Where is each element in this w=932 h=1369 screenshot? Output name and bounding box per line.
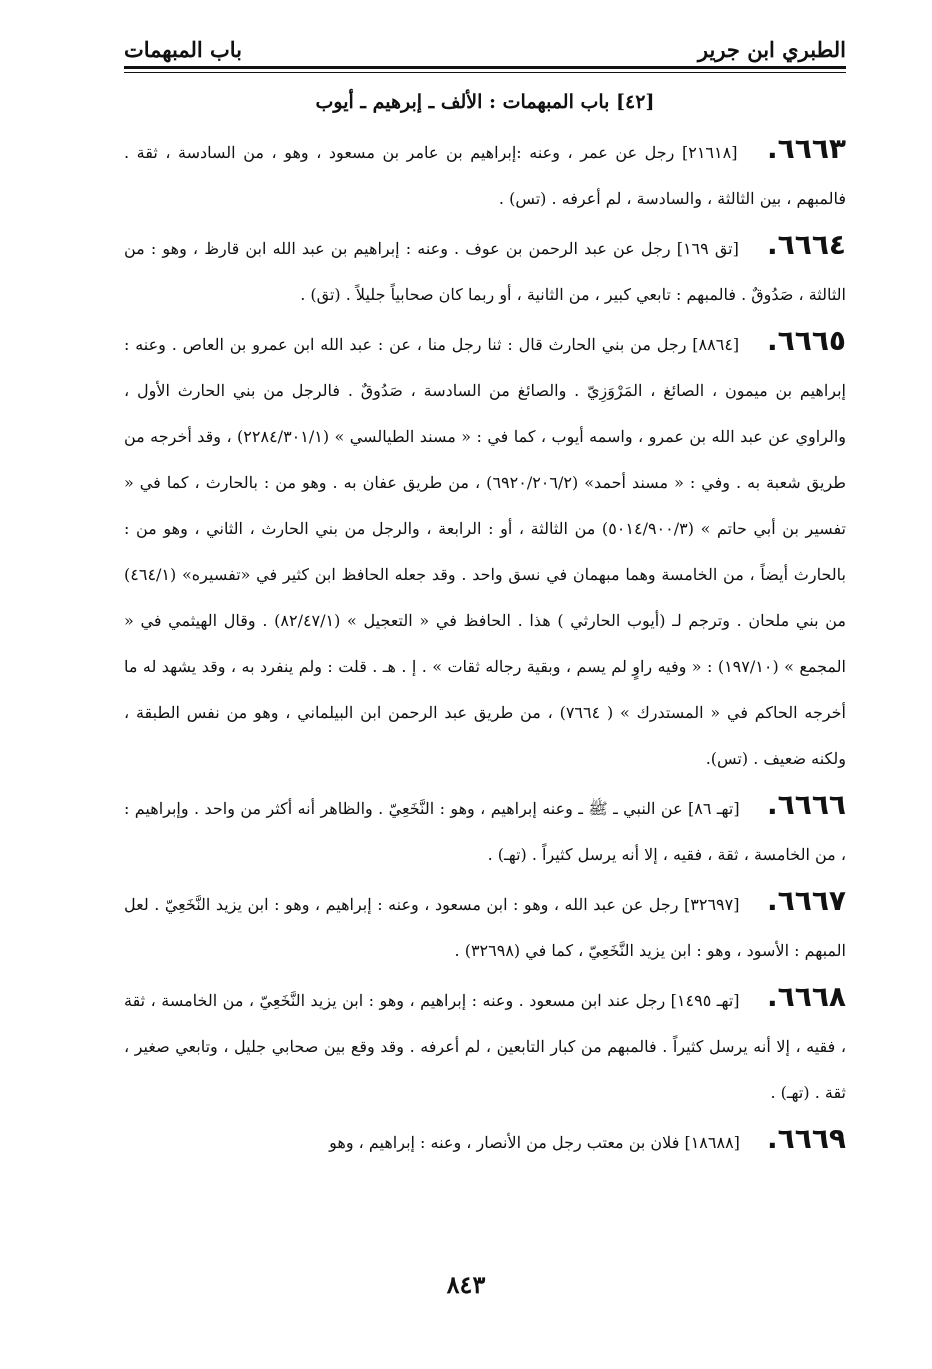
entry-number: ٦٦٦٦. bbox=[767, 788, 847, 821]
entry-text: [١٨٦٨٨] فلان بن معتب رجل من الأنصار ، وعنه : إبراهيم ، وهو bbox=[329, 1133, 740, 1152]
entry-text: [تهـ ١٤٩٥] رجل عند ابن مسعود . وعنه : إبراهيم ، وهو : ابن يزيد النَّخَعِيّ ، من الخامسة ، ثقة ، فقيه ، إلا أنه يرسل كثيراً . فالمبهم من كبار التابعين ، لم أعرفه . وقد وقع بين صحابي جليل ، وتابعي صغير ، ثقة . (تهـ) . bbox=[124, 991, 846, 1102]
entry-6668 bbox=[124, 974, 846, 1116]
entry-number: ٦٦٦٤. bbox=[767, 228, 847, 261]
header-book-title: الطبري ابن جرير bbox=[697, 37, 846, 62]
entry-number: ٦٦٦٥. bbox=[767, 324, 847, 357]
entry-number: ٦٦٦٧. bbox=[767, 884, 846, 917]
entry-text: [٢١٦١٨] رجل عن عمر ، وعنه :إبراهيم بن عامر بن مسعود ، وهو ، من السادسة ، ثقة . فالمبهم ، بين الثالثة ، والسادسة ، لم أعرفه . (تس) . bbox=[124, 143, 846, 208]
entry-number: ٦٦٦٨. bbox=[767, 980, 847, 1013]
entry-text: [تق ١٦٩] رجل عن عبد الرحمن بن عوف . وعنه : إبراهيم بن عبد الله ابن قارظ ، وهو : من الثالثة ، صَدُوقٌ . فالمبهم : تابعي كبير ، من الثانية ، أو ربما كان صحابياً جليلاً . (تق) . bbox=[124, 239, 846, 304]
entry-number: ٦٦٦٩. bbox=[767, 1122, 846, 1155]
page-number: ٨٤٣ bbox=[446, 1270, 486, 1299]
entry-6664 bbox=[124, 222, 846, 318]
entry-6667 bbox=[124, 878, 846, 974]
entry-6665 bbox=[124, 318, 846, 782]
section-title: [٤٢] باب المبهمات : الألف ـ إبرهيم ـ أيوب bbox=[315, 91, 655, 113]
header-chapter-title: باب المبهمات bbox=[124, 37, 243, 62]
entry-6669 bbox=[124, 1116, 846, 1166]
entry-number: ٦٦٦٣. bbox=[767, 132, 846, 165]
entry-text: [٨٨٦٤] رجل من بني الحارث قال : ثنا رجل منا ، عن : عبد الله ابن عمرو بن العاص . وعنه : إبراهيم بن ميمون ، الصائغ ، المَرْوَزِيّ . والصائغ من السادسة ، صَدُوقٌ . فالرجل من بني الحارث الأول ، والراوي عن عبد الله بن عمرو ، واسمه أيوب ، كما في : « مسند الطيالسي » (٢٢٨٤/٣٠١/١) ، وقد أخرجه من طريق شعبة به . وفي : « مسند أحمد» (٦٩٢٠/٢٠٦/٢) ، من طريق عفان به . وهو من : بالحارث ، كما في « تفسير بن أبي حاتم » (٥٠١٤/٩٠٠/٣) من الثالثة ، أو : الرابعة ، والرجل من بني الحارث ، الثاني ، وهو من : بالحارث أيضاً ، من الخامسة وهما مبهمان في نسق واحد . وقد جعله الحافظ ابن كثير في «تفسيره» (٤٦٤/١) من بني ملحان . وترجم لـ (أيوب الحارثي ) هذا . الحافظ في « التعجيل » (٨٢/٤٧/١) . وقال الهيثمي في « المجمع » (١٩٧/١٠) : « وفيه راوٍ لم يسم ، وبقية رجاله ثقات » . إ . هـ . قلت : ولم ينفرد به ، وقد يشهد له ما أخرجه الحاكم في « المستدرك » ( ٧٦٦٤) ، من طريق عبد الرحمن ابن البيلماني ، وهو من نفس الطبقة ، ولكنه ضعيف . (تس). bbox=[124, 335, 847, 768]
entry-text: [٣٢٦٩٧] رجل عن عبد الله ، وهو : ابن مسعود ، وعنه : إبراهيم ، وهو : ابن يزيد النَّخَعِيّ . لعل المبهم : الأسود ، وهو : ابن يزيد النَّخَعِيّ ، كما في (٣٢٦٩٨) . bbox=[124, 895, 846, 960]
entries-body bbox=[124, 126, 846, 1166]
running-header bbox=[124, 24, 846, 62]
entry-text: [تهـ ٨٦] عن النبي ـ ﷺ ـ وعنه إبراهيم ، وهو : النَّخَعِيّ . والظاهر أنه أكثر من واحد . وإبراهيم : ، من الخامسة ، ثقة ، فقيه ، إلا أنه يرسل كثيراً . (تهـ) . bbox=[124, 799, 846, 864]
header-rule-thin bbox=[124, 72, 846, 73]
entry-6666 bbox=[124, 782, 846, 878]
header-rule-thick bbox=[124, 66, 846, 69]
entry-6663 bbox=[124, 126, 846, 222]
